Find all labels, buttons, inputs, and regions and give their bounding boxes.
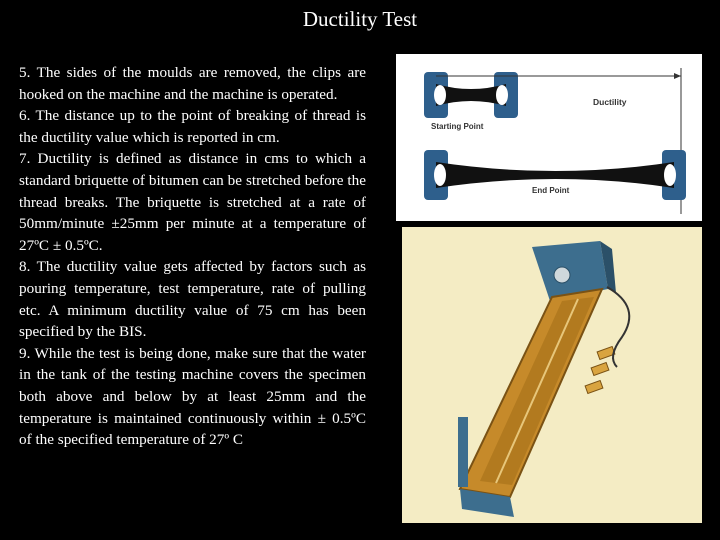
step-9-text: 9. While the test is being done, make sure that the water in the tank of the testing machine covers the specimen both above and below by at least 25mm and the temperature is maintained continuously within ± 0.5ºC of the specified temperature of 27º C (19, 344, 366, 449)
ductility-machine-photo (402, 227, 702, 523)
motor-dial-icon (554, 267, 570, 283)
step-5-text: 5. The sides of the moulds are removed, the clips are hooked on the machine and the machine is operated. (19, 64, 366, 103)
briquette-stretched (436, 162, 674, 188)
body-text (19, 62, 366, 451)
briquette-start (436, 84, 506, 106)
step-7-text: 7. Ductility is defined as distance in cms to which a standard briquette of bitumen can be stretched before the thread breaks. The briquette is stretched at a rate of 50mm/minute ±25mm per minute at a temperature of 27ºC ± 0.5ºC. (19, 150, 366, 254)
starting-point-label: Starting Point (431, 122, 484, 131)
ductility-machine-illustration (402, 227, 702, 523)
dimension-arrow-icon (674, 73, 681, 79)
ductility-label: Ductility (593, 97, 627, 107)
right-clip-hole (496, 85, 508, 105)
ductility-diagram-svg (396, 54, 702, 221)
left-clip-hole-end (434, 164, 446, 186)
end-point-label: End Point (532, 186, 570, 195)
right-clip-hole-end (664, 164, 676, 186)
starting-position-specimen (424, 72, 518, 118)
slide-title: Ductility Test (302, 7, 418, 31)
tank-leg (458, 417, 468, 487)
step-6-text: 6. The distance up to the point of breaking of thread is the ductility value which is reported in cm. (19, 107, 366, 146)
ductility-diagram (396, 54, 702, 221)
left-clip-hole (434, 85, 446, 105)
step-8-text: 8. The ductility value gets affected by factors such as pouring temperature, test temperature, rate of pulling etc. A minimum ductility value of 75 cm has been specified by the BIS. (19, 258, 366, 341)
